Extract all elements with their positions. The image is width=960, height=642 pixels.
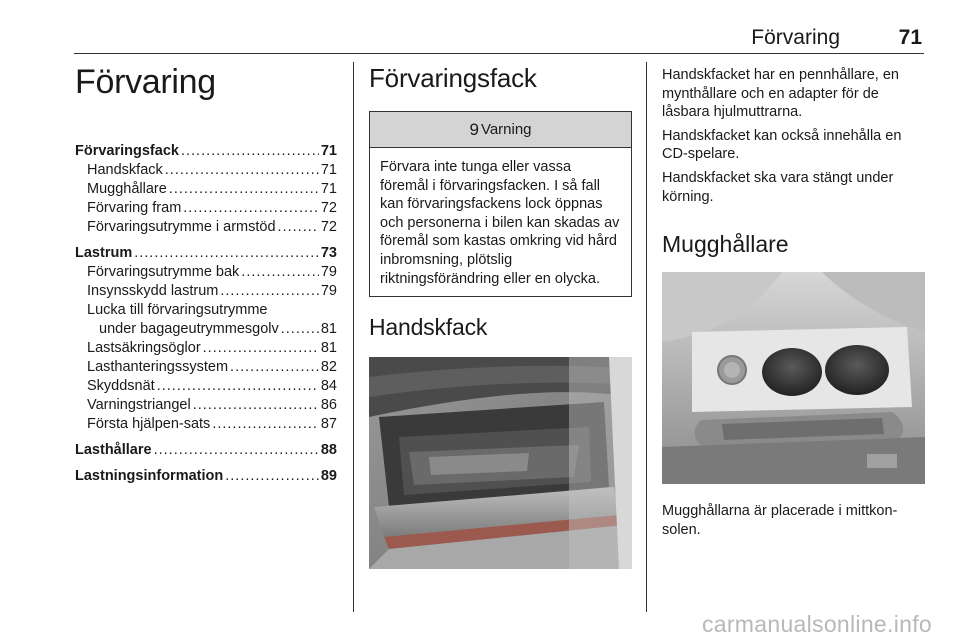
toc-entry-page: 71 bbox=[320, 162, 337, 178]
toc-entry[interactable] bbox=[75, 142, 337, 161]
toc-entry[interactable] bbox=[75, 377, 337, 396]
toc-entry[interactable] bbox=[75, 161, 337, 180]
toc-leader-dots bbox=[193, 396, 319, 415]
toc-entry-page: 79 bbox=[320, 264, 337, 280]
toc-leader-dots bbox=[212, 415, 319, 434]
toc-entry-label: Skyddsnät bbox=[87, 378, 155, 394]
toc-entry-label: Insynsskydd lastrum bbox=[87, 283, 219, 299]
toc-entry[interactable] bbox=[75, 180, 337, 199]
toc-leader-dots bbox=[157, 377, 319, 396]
warning-box bbox=[369, 111, 632, 297]
toc-leader-dots bbox=[203, 339, 319, 358]
column-divider bbox=[353, 62, 354, 612]
paragraph: Handskfacket har en pennhållare, en mynthållare och en adapter för de låsbara hjulmuttrarna. bbox=[662, 67, 899, 121]
toc-leader-dots bbox=[278, 218, 319, 237]
toc-entry[interactable] bbox=[75, 320, 337, 339]
toc-entry-label: Första hjälpen-sats bbox=[87, 416, 211, 432]
toc-entry-label: Mugghållare bbox=[87, 181, 167, 197]
toc-entry-label: Lucka till förvaringsutrymme bbox=[87, 302, 268, 318]
photo-caption: Mugghållarna är placerade i mittkon-solen. bbox=[662, 503, 898, 538]
toc-entry-label: Lastsäkringsöglor bbox=[87, 340, 201, 356]
subsection-title: Mugghållare bbox=[662, 231, 789, 258]
content-column-2 bbox=[369, 62, 632, 569]
toc-entry-page: 71 bbox=[320, 143, 337, 159]
toc-entry[interactable] bbox=[75, 301, 337, 320]
toc-leader-dots bbox=[181, 142, 319, 161]
toc-entry[interactable] bbox=[75, 282, 337, 301]
toc-entry-page: 84 bbox=[320, 378, 337, 394]
toc-entry[interactable] bbox=[75, 358, 337, 377]
toc-entry[interactable] bbox=[75, 415, 337, 434]
running-head-title: Förvaring bbox=[751, 26, 840, 49]
running-head bbox=[0, 26, 960, 56]
toc-entry[interactable] bbox=[75, 263, 337, 282]
toc-leader-dots bbox=[241, 263, 319, 282]
toc-entry-label: Lastrum bbox=[75, 245, 133, 261]
toc-entry-label: Förvaringsfack bbox=[75, 143, 179, 159]
toc-entry-label: under bagageutrymmesgolv bbox=[99, 321, 279, 337]
paragraph: Handskfacket kan också innehålla en CD-spelare. bbox=[662, 127, 902, 163]
toc-entry-page: 73 bbox=[320, 245, 337, 261]
toc-entry-label: Förvaring fram bbox=[87, 200, 182, 216]
toc-entry-page: 71 bbox=[320, 181, 337, 197]
toc-entry[interactable] bbox=[75, 339, 337, 358]
toc-entry[interactable] bbox=[75, 467, 337, 486]
paragraph: Handskfacket ska vara stängt under körning. bbox=[662, 169, 894, 205]
toc-entry-page: 82 bbox=[320, 359, 337, 375]
toc-entry[interactable] bbox=[75, 441, 337, 460]
toc-entry-label: Förvaringsutrymme i armstöd bbox=[87, 219, 276, 235]
toc-leader-dots bbox=[169, 180, 319, 199]
section-title: Förvaringsfack bbox=[369, 63, 537, 93]
toc-entry-page: 81 bbox=[320, 321, 337, 337]
toc-leader-dots bbox=[134, 244, 319, 263]
toc-entry-label: Handskfack bbox=[87, 162, 163, 178]
toc-leader-dots bbox=[230, 358, 319, 377]
toc-entry-page: 72 bbox=[320, 219, 337, 235]
watermark: carmanualsonline.info bbox=[701, 611, 932, 637]
warning-icon: 9 bbox=[469, 119, 479, 139]
warning-text: Förvara inte tunga eller vassa föremål i förvaringsfacken. I så fall kan förvaringsfackens lock öppnas och personerna i bilen kan skadas av föremål som kastas omkring vid hård inbromsning, plötslig riktningsförändring eller en olycka. bbox=[380, 159, 620, 287]
page-number: 71 bbox=[898, 26, 922, 49]
toc-entry-page: 79 bbox=[320, 283, 337, 299]
toc-entry-page: 87 bbox=[320, 416, 337, 432]
toc-entry-label: Lasthållare bbox=[75, 442, 152, 458]
toc-leader-dots bbox=[165, 161, 319, 180]
toc-entry-page: 86 bbox=[320, 397, 337, 413]
toc-leader-dots bbox=[154, 441, 319, 460]
chapter-title: Förvaring bbox=[75, 63, 216, 101]
warning-title: Varning bbox=[480, 121, 532, 138]
toc-leader-dots bbox=[220, 282, 319, 301]
toc-entry-page: 88 bbox=[320, 442, 337, 458]
header-rule bbox=[74, 53, 924, 54]
toc-entry[interactable] bbox=[75, 199, 337, 218]
table-of-contents bbox=[75, 142, 337, 486]
toc-entry-page: 72 bbox=[320, 200, 337, 216]
toc-entry-label: Förvaringsutrymme bak bbox=[87, 264, 240, 280]
toc-column bbox=[75, 62, 337, 486]
glovebox-photo bbox=[369, 357, 632, 569]
toc-leader-dots bbox=[225, 467, 319, 486]
content-column-3 bbox=[662, 66, 926, 544]
toc-entry-label: Lastningsinformation bbox=[75, 468, 224, 484]
cupholder-photo bbox=[662, 272, 925, 484]
column-divider bbox=[646, 62, 647, 612]
toc-entry[interactable] bbox=[75, 396, 337, 415]
toc-entry-page: 81 bbox=[320, 340, 337, 356]
warning-header bbox=[370, 112, 631, 148]
toc-entry[interactable] bbox=[75, 244, 337, 263]
subsection-title: Handskfack bbox=[369, 314, 488, 341]
toc-leader-dots bbox=[183, 199, 319, 218]
toc-entry-label: Varningstriangel bbox=[87, 397, 191, 413]
toc-entry-page: 89 bbox=[320, 468, 337, 484]
toc-leader-dots bbox=[281, 320, 319, 339]
toc-entry-label: Lasthanteringssystem bbox=[87, 359, 229, 375]
toc-entry[interactable] bbox=[75, 218, 337, 237]
